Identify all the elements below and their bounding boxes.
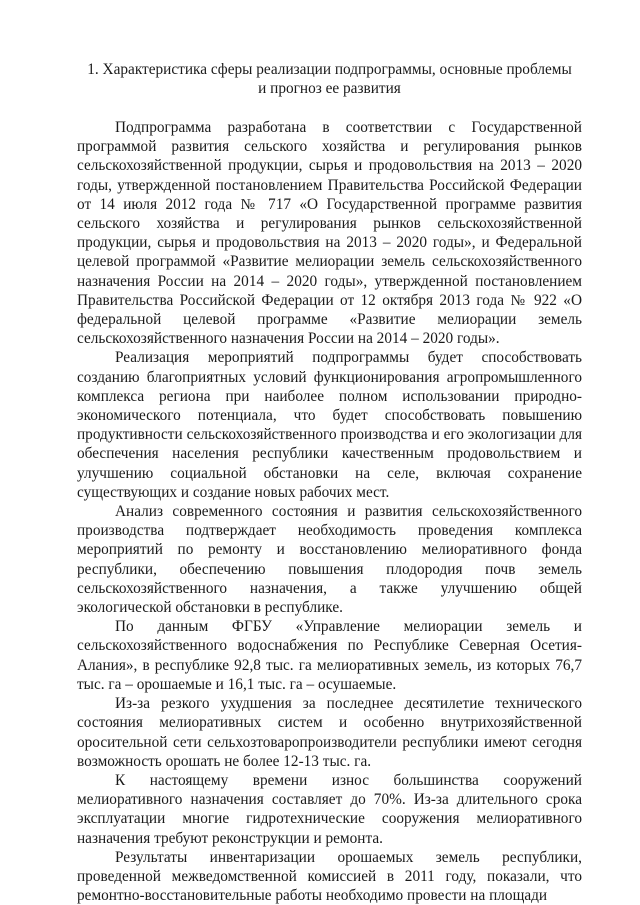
section-heading-line-2: и прогноз ее развития <box>258 80 401 97</box>
document-body <box>77 60 582 905</box>
paragraph-facility-wear: К настоящему времени износ большинства сооружений мелиоративного назначения составляет до 70%. Из-за длительного срока эксплуатации многие гидротехнические сооружения мелиоративного назначения требуют реконструкции и ремонта. <box>77 771 582 847</box>
paragraph-implementation-effect: Реализация мероприятий подпрограммы будет способствовать созданию благоприятных условий функционирования агропромышленного комплекса региона при наиболее полном использовании природно-экономического потенциала, что будет способствовать повышению продуктивности сельскохозяйственного производства и его экологизации для обеспечения населения республики качественным продовольствием и улучшению социальной обстановки на селе, включая сохранение существующих и создание новых рабочих мест. <box>77 349 582 501</box>
paragraph-irrigation-deterioration: Из-за резкого ухудшения за последнее десятилетие технического состояния мелиоративных систем и особенно внутрихозяйственной оросительной сети сельхозтоваропроизводители республики имеют сегодня возможность орошать не более 12-13 тыс. га. <box>77 695 582 770</box>
paragraph-reclaimed-land-stats: По данным ФГБУ «Управление мелиорации земель и сельскохозяйственного водоснабжения по Республике Северная Осетия-Алания», в республике 92,8 тыс. га мелиоративных земель, из которых 76,7 тыс. га – орошаемые и 16,1 тыс. га – осушаемые. <box>77 618 582 693</box>
section-heading <box>77 60 582 98</box>
section-heading-line-1: 1. Характеристика сферы реализации подпрограммы, основные проблемы <box>87 61 572 78</box>
paragraph-inventory-results: Результаты инвентаризации орошаемых земель республики, проведенной межведомственной комиссией в 2011 году, показали, что ремонтно-восстановительные работы необходимо провести на площади <box>77 848 582 905</box>
paragraph-legal-basis: Подпрограмма разработана в соответствии с Государственной программой развития сельского хозяйства и регулирования рынков сельскохозяйственной продукции, сырья и продовольствия на 2013 – 2020 годы, утвержденной постановлением Правительства Российской Федерации от 14 июля 2012 года № 717 «О Государственной программе развития сельского хозяйства и регулирования рынков сельскохозяйственной продукции, сырья и продовольствия на 2013 – 2020 годы», и Федеральной целевой программой «Развитие мелиорации земель сельскохозяйственного назначения России на 2014 – 2020 годы», утвержденной постановлением Правительства Российской Федерации от 12 октября 2013 года № 922 «О федеральной целевой программе «Развитие мелиорации земель сельскохозяйственного назначения России на 2014 – 2020 годы». <box>77 119 582 348</box>
paragraph-current-state-analysis: Анализ современного состояния и развития сельскохозяйственного производства подтверждает необходимость проведения комплекса мероприятий по ремонту и восстановлению мелиоративного фонда республики, обеспечению повышения плодородия почв земель сельскохозяйственного назначения, а также улучшению общей экологической обстановки в республике. <box>77 503 582 617</box>
